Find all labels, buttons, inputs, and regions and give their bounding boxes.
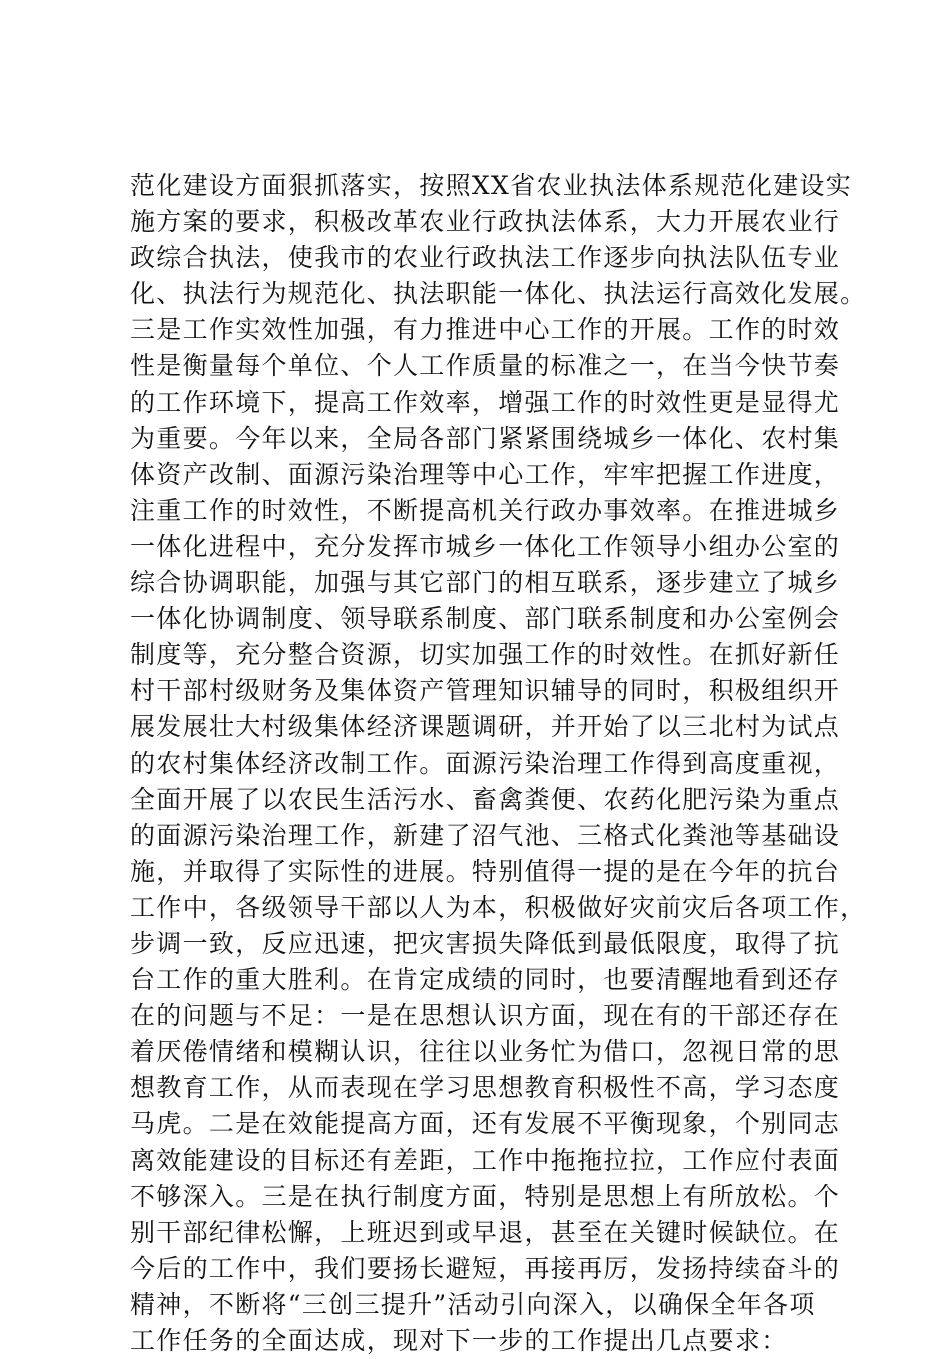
text-line: 一体化协调制度、领导联系制度、部门联系制度和办公室例会 (130, 604, 841, 634)
text-line: 步调一致，反应迅速，把灾害损失降低到最低限度，取得了抗 (130, 928, 841, 958)
text-line: 全面开展了以农民生活污水、畜禽粪便、农药化肥污染为重点 (130, 784, 841, 814)
text-line: 一体化进程中，充分发挥市城乡一体化工作领导小组办公室的 (130, 531, 841, 561)
text-line: 的工作环境下，提高工作效率，增强工作的时效性更是显得尤 (130, 387, 841, 417)
text-line: 的面源污染治理工作，新建了沼气池、三格式化粪池等基础设 (130, 820, 841, 850)
text-line: 施，并取得了实际性的进展。特别值得一提的是在今年的抗台 (130, 856, 841, 886)
text-line: 工作任务的全面达成，现对下一步的工作提出几点要求： (130, 1326, 788, 1355)
body-text (130, 168, 867, 1359)
text-line: 化、执法行为规范化、执法职能一体化、执法运行高效化发展。 (130, 279, 867, 309)
text-line: 三是工作实效性加强，有力推进中心工作的开展。工作的时效 (130, 315, 841, 345)
text-line: 想教育工作，从而表现在学习思想教育积极性不高，学习态度 (130, 1073, 841, 1103)
text-line: 马虎。二是在效能提高方面，还有发展不平衡现象，个别同志 (130, 1109, 841, 1139)
text-line: 综合协调职能，加强与其它部门的相互联系，逐步建立了城乡 (130, 568, 841, 598)
text-line: 离效能建设的目标还有差距，工作中拖拖拉拉，工作应付表面 (130, 1145, 841, 1175)
text-line: 制度等，充分整合资源，切实加强工作的时效性。在抓好新任 (130, 640, 841, 670)
text-line: 台工作的重大胜利。在肯定成绩的同时，也要清醒地看到还存 (130, 965, 841, 995)
text-line: 的农村集体经济改制工作。面源污染治理工作得到高度重视， (130, 748, 841, 778)
text-line: 不够深入。三是在执行制度方面，特别是思想上有所放松。个 (130, 1181, 841, 1211)
text-line: 着厌倦情绪和模糊认识，往往以业务忙为借口，忽视日常的思 (130, 1037, 841, 1067)
text-line: 政综合执法，使我市的农业行政执法工作逐步向执法队伍专业 (130, 243, 841, 273)
text-line: 在的问题与不足：一是在思想认识方面，现在有的干部还存在 (130, 1001, 841, 1031)
text-line: 施方案的要求，积极改革农业行政执法体系，大力开展农业行 (130, 207, 841, 237)
text-line: 工作中，各级领导干部以人为本，积极做好灾前灾后各项工作， (130, 892, 867, 922)
text-line: 今后的工作中，我们要扬长避短，再接再厉，发扬持续奋斗的 (130, 1253, 841, 1283)
text-line: 为重要。今年以来，全局各部门紧紧围绕城乡一体化、农村集 (130, 423, 841, 453)
text-line: 注重工作的时效性，不断提高机关行政办事效率。在推进城乡 (130, 495, 841, 525)
text-line: 精神，不断将“三创三提升”活动引向深入，以确保全年各项 (130, 1289, 816, 1319)
text-line: 村干部村级财务及集体资产管理知识辅导的同时，积极组织开 (130, 676, 841, 706)
text-line: 体资产改制、面源污染治理等中心工作，牢牢把握工作进度， (130, 459, 841, 489)
text-line: 性是衡量每个单位、个人工作质量的标准之一，在当今快节奏 (130, 351, 841, 381)
text-line: 别干部纪律松懈，上班迟到或早退，甚至在关键时候缺位。在 (130, 1217, 841, 1247)
text-line: 范化建设方面狠抓落实，按照XX省农业执法体系规范化建设实 (130, 171, 852, 200)
text-line: 展发展壮大村级集体经济课题调研，并开始了以三北村为试点 (130, 712, 841, 742)
